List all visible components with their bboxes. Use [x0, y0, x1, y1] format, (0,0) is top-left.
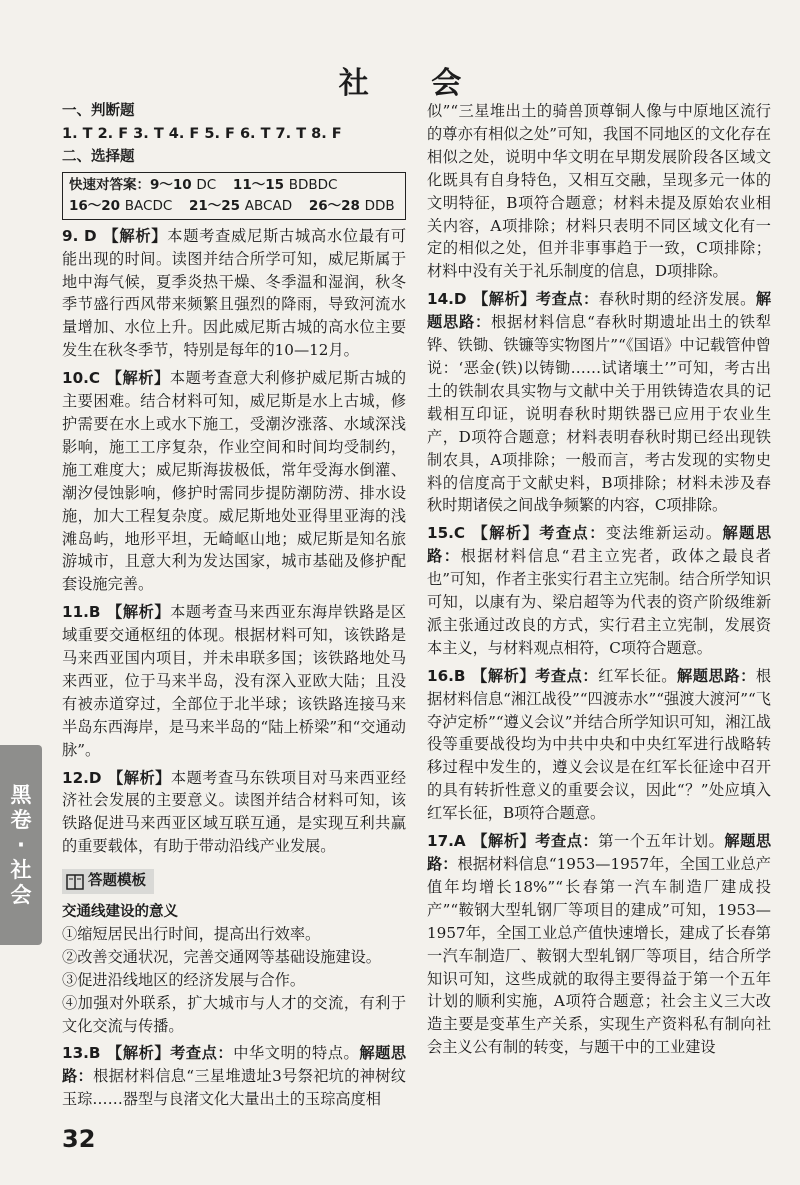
analysis-tag: 【解析】 [471, 832, 536, 851]
solution-idea-label: 解题思路： [427, 290, 772, 332]
solution-idea-label: 解题思路： [62, 1043, 407, 1085]
key-point-text: 春秋时期的经济发展。 [598, 290, 756, 309]
quick-answer-label: 快速对答案： [69, 176, 150, 193]
template-line: ④加强对外联系，扩大城市与人才的交流，有利于文化交流与传播。 [62, 994, 406, 1036]
analysis-text: 本题考查马来西亚东海岸铁路是区域重要交通枢纽的体现。根据材料可知，该铁路是马来西亚国内项目，并未串联多国；该铁路地处马来西亚，位于马来半岛，没有深入亚欧大陆；且没有被赤道穿过，全部位于北半球；该铁路连接马来半岛东西海岸，是马来半岛的“陆上桥梁”和“交通动脉”。 [62, 603, 407, 759]
question-9 [62, 225, 406, 362]
key-point-label: 考查点： [539, 524, 606, 543]
question-number: 9. [62, 226, 79, 245]
question-answer: D [84, 226, 97, 245]
question-number: 17. [427, 832, 454, 851]
analysis-tag: 【解析】 [471, 666, 536, 685]
analysis-text: 本题考查威尼斯古城高水位最有可能出现的时间。读图并结合所学可知，威尼斯属于地中海气候，夏季炎热干燥、冬季温和湿润，秋冬季节盛行西风带来频繁且强烈的降雨，导致河流水量增加、水位上升。因此威尼斯古城的高水位主要发生在秋冬季节，特别是每年的10—12月。 [62, 226, 407, 360]
question-answer: B [453, 666, 466, 685]
analysis-text: 根据材料信息“春秋时期遗址出土的铁犁铧、铁锄、铁镰等实物图片”“《国语》中记载管仲曾说：‘恶金(铁)以铸锄……试诸壤土’”可知，考古出土的铁制农具实物与文献中关于用铁铸造农具的记载相互印证，说明春秋时期铁器已应用于农业生产，D项符合题意；材料表明春秋时期已经出现铁制农具，A项排除；一般而言，考古发现的实物史料的信度高于文献史料，B项排除；材料未涉及春秋时期诸侯之间战争频繁的内容，C项排除。 [427, 313, 772, 515]
question-answer: C [453, 524, 466, 543]
question-answer: D [88, 768, 102, 787]
side-tab-char: 会 [10, 882, 32, 907]
question-answer: D [453, 290, 467, 309]
analysis-tag: 【解析】 [106, 369, 170, 388]
quick-range: 16～20 [69, 197, 121, 214]
analysis-text: 本题考查意大利修护威尼斯古城的主要困难。结合材料可知，威尼斯是水上古城，修护需要在水上或水下施工，受潮汐涨落、水域深浅影响，施工工序复杂，作业空间和时间均受制约，施工难度大；威尼斯海拔极低，常年受海水倒灌、潮汐侵蚀影响，修护时需同步提防潮防涝、排水设施，加大工程复杂度。威尼斯地处亚得里亚海的浅滩岛屿，地形平坦，无崎岖山地；威尼斯是知名旅游城市，且意大利为发达国家，城市基础及修护配套设施完善。 [62, 369, 407, 594]
question-answer: B [88, 603, 101, 622]
key-point-label: 考查点： [535, 290, 599, 309]
analysis-tag: 【解析】 [106, 1043, 171, 1062]
key-point-label: 考查点： [535, 666, 599, 685]
side-tab [0, 745, 42, 945]
page-title: 社 会 [338, 66, 488, 101]
answer-template-title [62, 869, 154, 894]
key-point-text: 第一个五年计划。 [598, 832, 725, 851]
answer-template-subtitle: 交通线建设的意义 [62, 903, 178, 920]
key-point-text: 变法维新运动。 [605, 524, 723, 543]
section-judge-heading: 一、判断题 [62, 103, 135, 119]
section-choice-heading: 二、选择题 [62, 148, 135, 165]
analysis-tag: 【解析】 [107, 768, 171, 787]
analysis-text: 根据材料信息“1953—1957年，全国工业总产值年均增长18%”“长春第一汽车制造厂建成投产”“鞍钢大型轧钢厂等项目的建成”可知，1953—1957年，全国工业总产值快速增长，建成了长春第一汽车制造厂、鞍钢大型轧钢厂等项目，结合所学知识可知，这些成就的取得主要得益于第一个五年计划的顺利实施，A项符合题意；社会主义三大改造主要是变革生产关系，实现生产资料私有制向社会主义公有制的转变，与题干中的工业建设 [427, 855, 771, 1057]
question-number: 11. [62, 603, 89, 622]
question-13-continued: 似”“三星堆出土的骑兽顶尊铜人像与中原地区流行的尊亦有相似之处”可知，我国不同地区的文化存在相似之处，说明中华文明在早期发展阶段各区域文化既具有自身特色，又相互交融，呈现多元一体的文明特征，B项符合题意；材料未提及原始农业相关内容，A项排除；材料只表明不同区域文化有一定的相似之处，但并非事事趋于一致，C项排除；材料中没有关于礼乐制度的信息，D项排除。 [427, 102, 771, 281]
solution-idea-label: 解题思路： [427, 524, 772, 566]
side-tab-char: · [17, 832, 25, 857]
answer-template-label: 答题模板 [88, 873, 146, 890]
quick-answer: BDBDC [288, 176, 338, 193]
side-tab-char: 卷 [10, 807, 32, 832]
question-answer: C [88, 369, 101, 388]
template-line: ③促进沿线地区的经济发展与合作。 [62, 971, 305, 990]
question-12 [62, 767, 406, 859]
book-icon [66, 874, 84, 890]
question-17 [427, 830, 771, 1059]
quick-answer-box [62, 172, 406, 220]
question-13 [62, 1042, 406, 1111]
question-number: 12. [62, 768, 89, 787]
quick-range: 11～15 [232, 176, 284, 193]
question-number: 10. [62, 369, 89, 388]
analysis-text: 根据材料信息“湘江战役”“四渡赤水”“强渡大渡河”“飞夺泸定桥”“遵义会议”并结合所学知识可知，湘江战役等重要战役均为中共中央和中央红军进行战略转移过程中发生的，遵义会议是在红军长征途中召开的具有转折性意义的重要会议，因此“？”处应填入红军长征，B项符合题意。 [427, 666, 772, 823]
question-number: 14. [427, 290, 454, 309]
question-answer: A [453, 832, 466, 851]
analysis-text: 根据材料信息“君主立宪者，政体之最良者也”可知，作者主张实行君主立宪制。结合所学知识可知，以康有为、梁启超等为代表的资产阶级维新派主张通过改良的方式，实行君主立宪制，发展资本主义，与材料观点相符，C项符合题意。 [427, 547, 772, 657]
key-point-text: 红军长征。 [598, 666, 678, 685]
page-number: 32 [62, 1125, 96, 1153]
question-number: 16. [427, 666, 454, 685]
quick-answer: DC [196, 176, 217, 193]
judge-answers: 1. T 2. F 3. T 4. F 5. F 6. T 7. T 8. F [62, 125, 342, 142]
key-point-label: 考查点： [170, 1043, 234, 1062]
right-column [427, 100, 771, 1064]
key-point-label: 考查点： [535, 832, 599, 851]
question-number: 13. [62, 1043, 89, 1062]
quick-answer: DDB [364, 197, 395, 214]
question-answer: B [88, 1043, 101, 1062]
quick-range: 26～28 [308, 197, 360, 214]
template-line: ①缩短居民出行时间，提高出行效率。 [62, 925, 321, 944]
side-tab-char: 黑 [10, 782, 32, 807]
analysis-tag: 【解析】 [102, 226, 168, 245]
question-10 [62, 367, 406, 596]
analysis-tag: 【解析】 [472, 290, 536, 309]
left-column [62, 100, 406, 1116]
question-11 [62, 601, 406, 761]
key-point-text: 中华文明的特点。 [233, 1043, 360, 1062]
quick-range: 21～25 [189, 197, 241, 214]
analysis-text: 本题考查马东铁项目对马来西亚经济社会发展的主要意义。读图并结合材料可知，该铁路促进马来西亚区域互联互通，是实现互利共赢的重要载体，有助于带动沿线产业发展。 [62, 768, 407, 856]
analysis-tag: 【解析】 [106, 603, 171, 622]
quick-answer: BACDC [124, 197, 173, 214]
quick-answer: ABCAD [244, 197, 293, 214]
solution-idea-label: 解题思路： [427, 832, 772, 873]
analysis-tag: 【解析】 [471, 524, 540, 543]
question-16 [427, 665, 771, 825]
question-number: 15. [427, 524, 454, 543]
template-line: ②改善交通状况，完善交通网等基础设施建设。 [62, 948, 381, 967]
solution-idea-label: 解题思路： [677, 666, 756, 685]
analysis-text: 根据材料信息“三星堆遗址3号祭祀坑的神树纹玉琮……器型与良渚文化大量出土的玉琮高度相 [62, 1066, 406, 1108]
side-tab-char: 社 [10, 857, 32, 882]
question-15 [427, 522, 771, 659]
question-14 [427, 288, 771, 517]
quick-range: 9～10 [150, 176, 192, 193]
